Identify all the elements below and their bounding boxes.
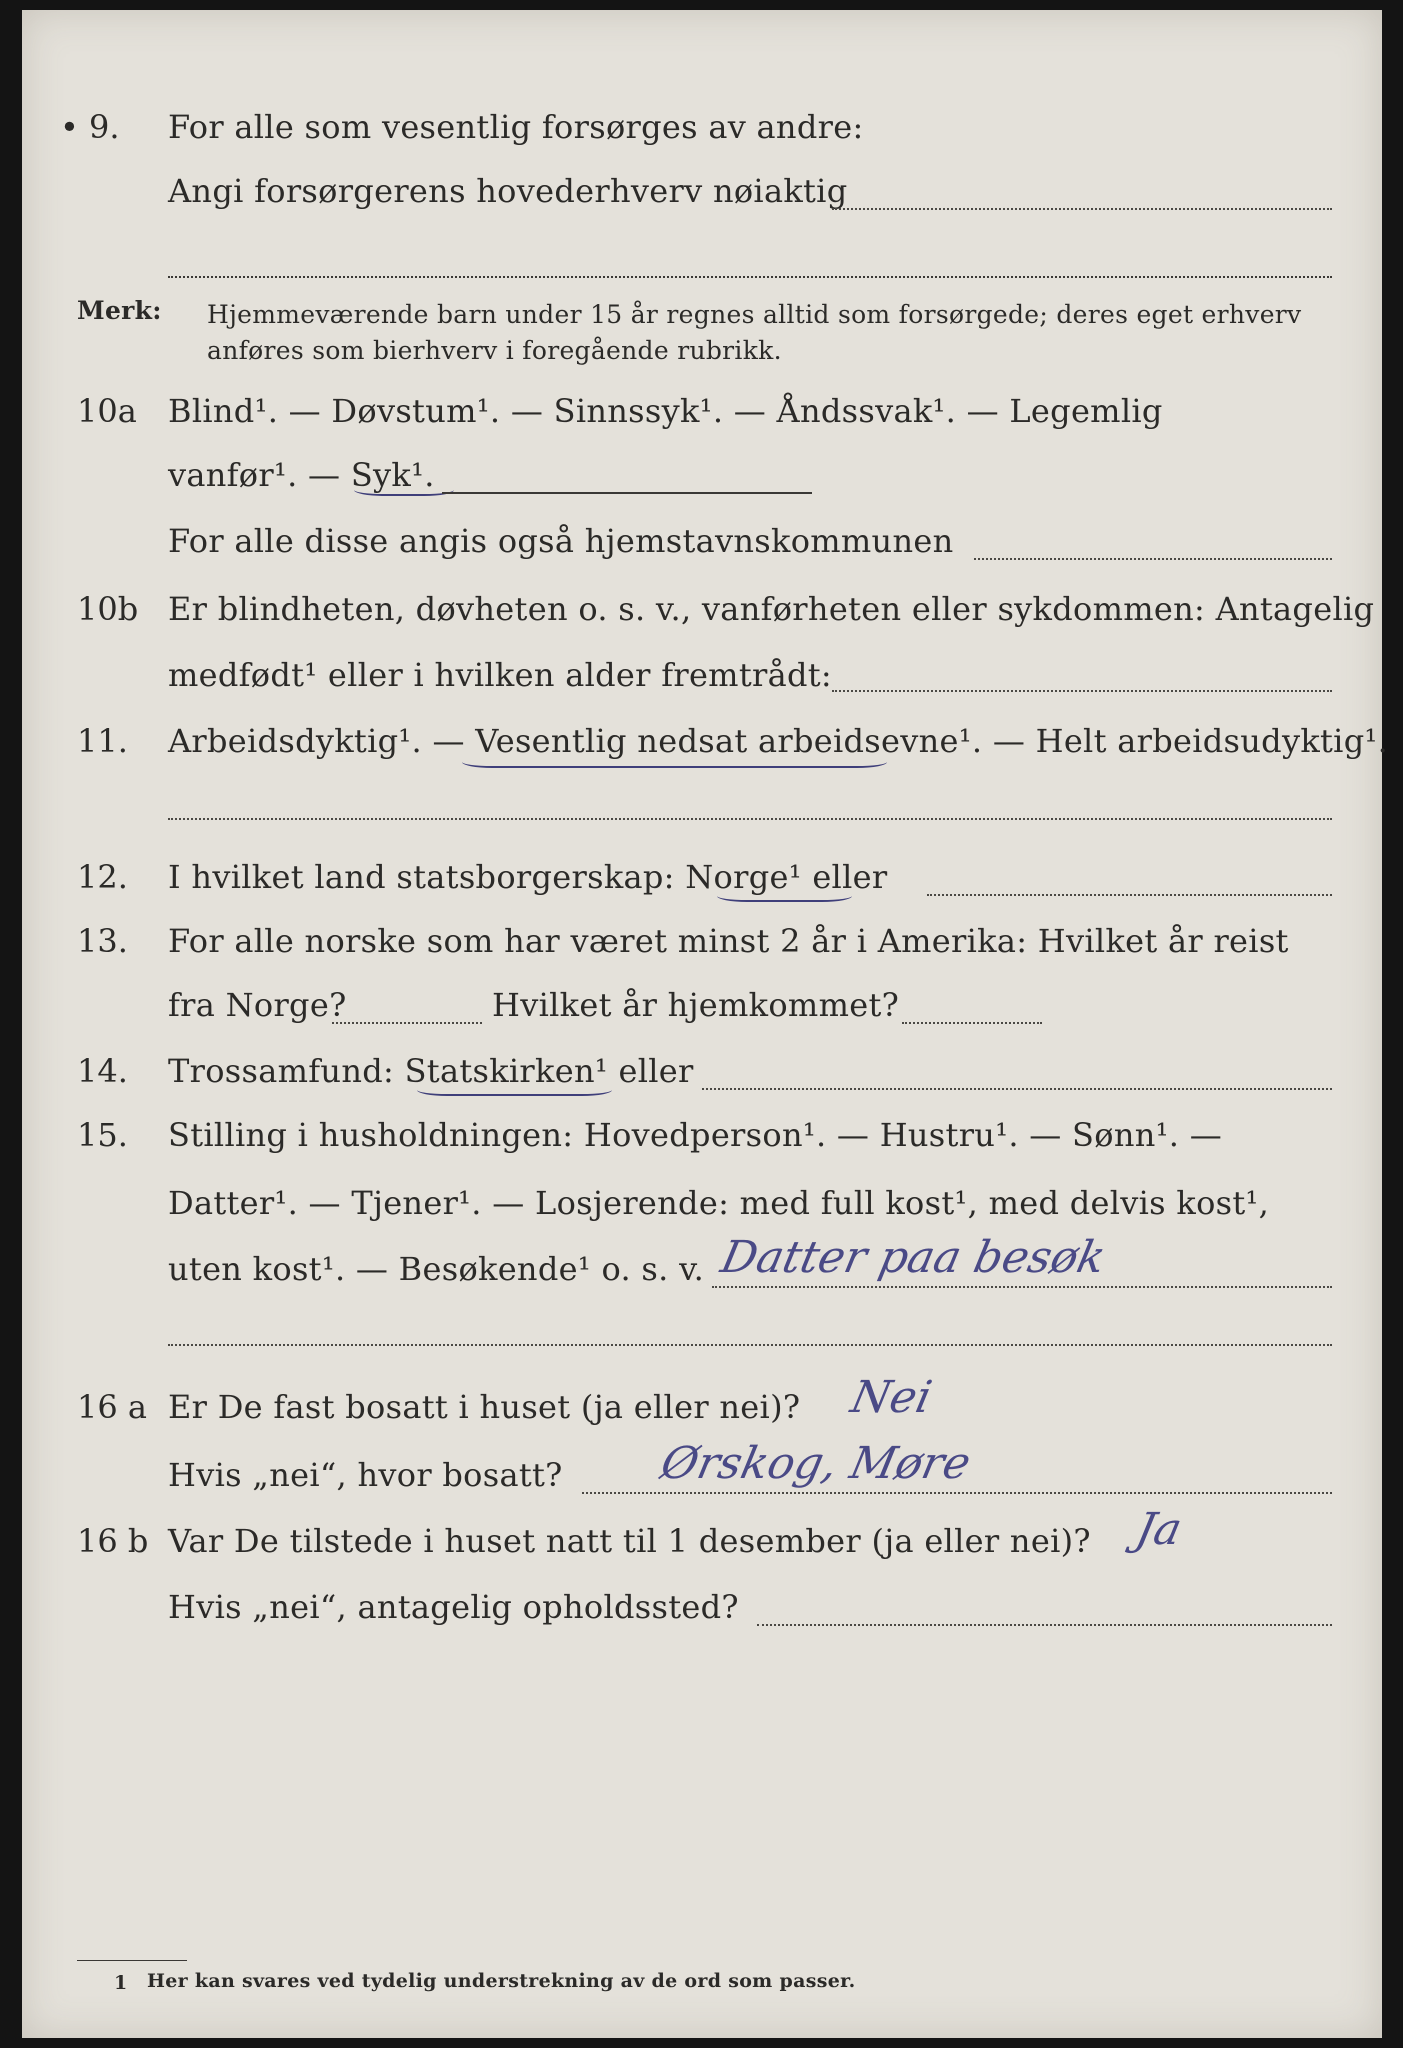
item-10b-line2: medfødt¹ eller i hvilken alder fremtrådt:: [168, 656, 832, 694]
item-9-line2: Angi forsørgerens hovederhverv nøiaktig: [168, 172, 848, 210]
norge-underline: [717, 894, 852, 902]
item-16a-number: 16 a: [77, 1388, 147, 1426]
item-9-separator: [168, 276, 1332, 278]
item-13-return-line: [902, 1022, 1042, 1024]
item-16a-line1: Er De fast bosatt i huset (ja eller nei)?: [168, 1388, 801, 1426]
item-16a-handwritten-answer2: Ørskog, Møre: [656, 1438, 976, 1489]
item-10b-line1: Er blindheten, døvheten o. s. v., vanførheten eller sykdommen: Antagelig: [168, 590, 1375, 628]
merk-label: Merk:: [77, 296, 162, 325]
item-11-line1: Arbeidsdyktig¹. — Vesentlig nedsat arbeidsevne¹. — Helt arbeidsudyktig¹.: [168, 722, 1389, 760]
item-10a-line3: For alle disse angis også hjemstavnskommunen: [168, 522, 954, 560]
item-10a-municipality-line: [974, 558, 1332, 560]
syk-underline: [354, 488, 454, 496]
item-15-answer-line: [712, 1286, 1332, 1288]
item-9-answer-line: [832, 208, 1332, 210]
statskirken-underline: [417, 1088, 612, 1096]
item-10a-line1: Blind¹. — Døvstum¹. — Sinnssyk¹. — Åndssvak¹. — Legemlig: [168, 392, 1163, 430]
item-16b-number: 16 b: [77, 1522, 149, 1560]
item-13-line2a: fra Norge?: [168, 986, 347, 1024]
item-14-answer-line: [702, 1088, 1332, 1090]
item-12-number: 12.: [77, 858, 128, 896]
item-16b-handwritten-answer1: Ja: [1131, 1504, 1187, 1555]
item-15-line2: Datter¹. — Tjener¹. — Losjerende: med full kost¹, med delvis kost¹,: [168, 1184, 1270, 1222]
merk-line1: Hjemmeværende barn under 15 år regnes alltid som forsørgede; deres eget erhverv: [207, 300, 1302, 329]
nedsat-underline: [462, 760, 887, 768]
item-10b-number: 10b: [77, 590, 139, 628]
item-16a-handwritten-answer1: Nei: [846, 1372, 937, 1423]
item-13-departure-line: [332, 1022, 482, 1024]
item-12-line1: I hvilket land statsborgerskap: Norge¹ eller: [168, 858, 888, 896]
item-16a-line2: Hvis „nei“, hvor bosatt?: [168, 1456, 563, 1494]
item-16b-line1: Var De tilstede i huset natt til 1 desember (ja eller nei)?: [168, 1522, 1091, 1560]
item-9-line1: For alle som vesentlig forsørges av andre:: [168, 108, 864, 146]
item-16a-answer-line: [582, 1492, 1332, 1494]
item-13-line1: For alle norske som har været minst 2 år i Amerika: Hvilket år reist: [168, 922, 1289, 960]
merk-line2: anføres som bierhverv i foregående rubrikk.: [207, 336, 782, 365]
item-14-number: 14.: [77, 1052, 128, 1090]
item-16b-answer-line: [757, 1624, 1332, 1626]
item-10b-answer-line: [832, 690, 1332, 692]
item-11-number: 11.: [77, 722, 128, 760]
item-13-number: 13.: [77, 922, 128, 960]
item-12-answer-line: [927, 894, 1332, 896]
item-14-line1: Trossamfund: Statskirken¹ eller: [168, 1052, 694, 1090]
item-13-line2b: Hvilket år hjemkommet?: [492, 986, 900, 1024]
item-15-number: 15.: [77, 1116, 128, 1154]
item-16b-line2: Hvis „nei“, antagelig opholdssted?: [168, 1588, 739, 1626]
item-10a-number: 10a: [77, 392, 137, 430]
item-10a-answer-line: [442, 492, 812, 494]
footnote-mark: 1: [114, 1972, 128, 1994]
item-10a-line2: vanfør¹. — Syk¹.: [168, 456, 435, 494]
item-11-separator: [168, 818, 1332, 820]
item-15-handwritten-answer: Datter paa besøk: [716, 1232, 1110, 1283]
item-15-line3: uten kost¹. — Besøkende¹ o. s. v.: [168, 1250, 705, 1288]
footnote-text: Her kan svares ved tydelig understrekning av de ord som passer.: [147, 1970, 856, 1992]
footnote-rule: [77, 1960, 187, 1961]
item-9-number: • 9.: [60, 108, 120, 146]
item-15-line1: Stilling i husholdningen: Hovedperson¹. — Hustru¹. — Sønn¹. —: [168, 1116, 1223, 1154]
item-15-separator: [168, 1344, 1332, 1346]
census-form-page: [22, 10, 1389, 2038]
